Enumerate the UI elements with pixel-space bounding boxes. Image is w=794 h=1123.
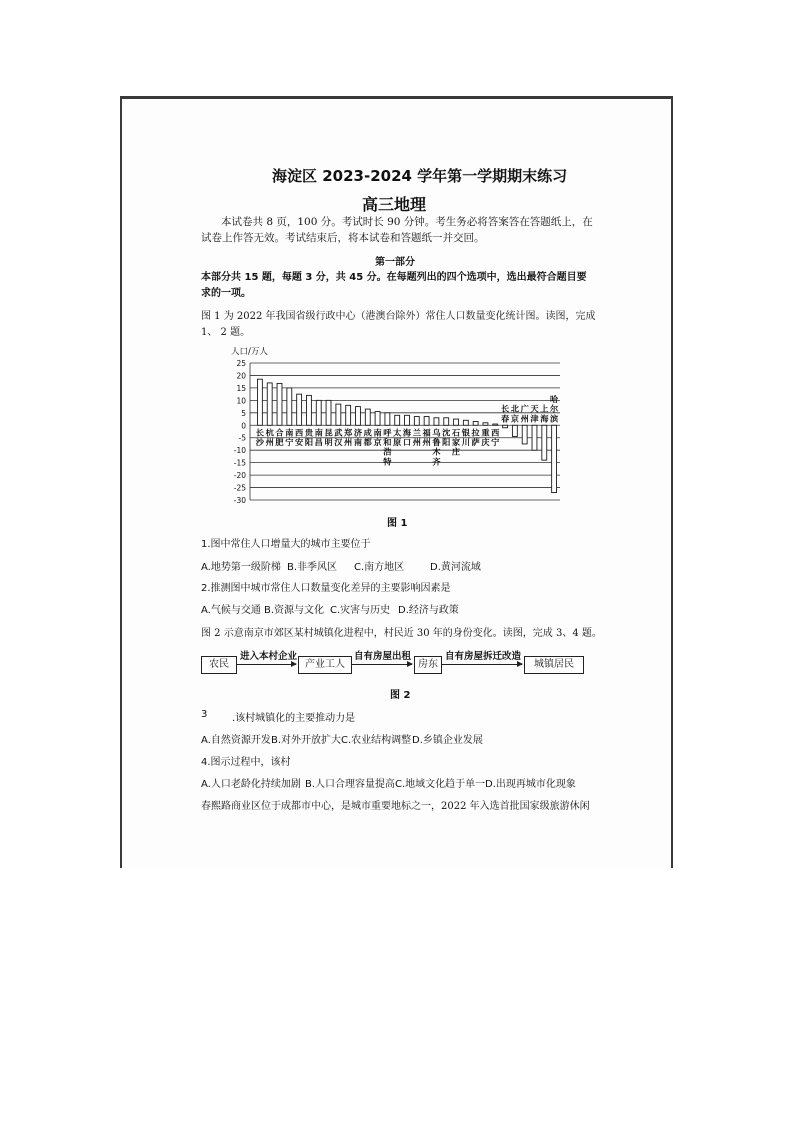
category-label-合肥: 肥 xyxy=(275,436,284,447)
category-label-呼和浩特: 呼 xyxy=(383,427,392,438)
bar-沈阳 xyxy=(444,418,449,425)
bar-兰州 xyxy=(414,417,419,426)
category-label-呼和浩特: 特 xyxy=(383,456,392,467)
category-label-乌鲁木齐: 齐 xyxy=(432,456,441,467)
category-label-南昌: 昌 xyxy=(314,436,323,447)
category-label-兰州: 兰 xyxy=(412,427,421,438)
bar-重庆 xyxy=(483,423,488,425)
exam-title: 海淀区 2023-2024 学年第一学期期末练习 xyxy=(272,167,568,185)
category-label-长沙: 长 xyxy=(255,427,265,438)
figure1-caption: 图 1 xyxy=(387,518,408,529)
category-label-上海: 海 xyxy=(540,413,549,424)
bar-西安 xyxy=(297,394,302,425)
bar-杭州 xyxy=(267,383,272,425)
category-label-拉萨: 拉 xyxy=(471,427,480,438)
bar-银川 xyxy=(463,420,468,425)
y-tick-label: 0 xyxy=(241,421,246,431)
q1-option-d: D.黄河流域 xyxy=(430,562,481,573)
bar-上海 xyxy=(542,425,547,460)
bar-石家庄 xyxy=(454,419,459,425)
category-label-拉萨: 萨 xyxy=(471,436,480,447)
category-label-南昌: 南 xyxy=(314,427,323,438)
category-label-济南: 南 xyxy=(353,436,363,447)
bar-北京 xyxy=(512,425,517,436)
category-label-贵阳: 贵 xyxy=(304,427,314,438)
bar-呼和浩特 xyxy=(385,413,390,425)
bar-西宁 xyxy=(493,424,498,425)
q2-option-b: B.资源与文化 xyxy=(264,605,325,616)
category-label-呼和浩特: 和 xyxy=(383,436,392,447)
category-label-郑州: 州 xyxy=(344,436,353,447)
flow-arrow-1 xyxy=(236,664,296,665)
category-label-合肥: 合 xyxy=(275,427,284,438)
flow-label-2: 自有房屋出租 xyxy=(354,651,412,662)
category-label-南京: 南 xyxy=(373,427,382,438)
category-label-重庆: 庆 xyxy=(481,436,490,447)
category-label-太原: 原 xyxy=(393,436,402,447)
category-label-福州: 州 xyxy=(422,436,431,447)
category-label-石家庄: 石 xyxy=(451,427,461,438)
bar-长春 xyxy=(503,425,508,427)
bar-太原 xyxy=(395,415,400,425)
category-label-哈尔滨: 尔 xyxy=(549,403,559,414)
bar-哈尔滨 xyxy=(552,425,557,492)
category-label-西安: 安 xyxy=(295,436,304,447)
category-label-武汉: 武 xyxy=(334,427,343,438)
y-tick-label: 15 xyxy=(236,383,246,393)
figure1-stem: 图 1 为 2022 年我国省级行政中心（港澳台除外）常住人口数量变化统计图。读图，完成 1、 2 题。 xyxy=(201,311,596,338)
category-label-西安: 西 xyxy=(295,427,304,438)
category-label-广州: 州 xyxy=(520,413,529,424)
category-label-哈尔滨: 滨 xyxy=(549,413,559,424)
y-axis-title: 人口/万人 xyxy=(231,347,268,357)
flow-box-worker: 产业工人 xyxy=(298,656,352,674)
category-label-成都: 都 xyxy=(363,436,372,447)
bar-郑州 xyxy=(346,405,351,425)
flow-box-urban-resident: 城镇居民 xyxy=(524,656,584,674)
population-change-chart xyxy=(225,343,570,508)
category-label-海口: 口 xyxy=(402,436,412,447)
y-tick-label: -30 xyxy=(233,496,246,505)
q1-option-b: B.非季风区 xyxy=(287,562,338,573)
q3-number: 3 xyxy=(201,709,208,720)
category-label-南宁: 南 xyxy=(285,427,294,438)
category-label-乌鲁木齐: 乌 xyxy=(432,427,441,438)
q1-option-c: C.南方地区 xyxy=(354,562,405,573)
subject-title: 高三地理 xyxy=(362,195,427,214)
category-label-天津: 天 xyxy=(530,403,539,414)
category-label-北京: 京 xyxy=(510,413,519,424)
bar-济南 xyxy=(356,407,361,426)
y-tick-label: -5 xyxy=(238,433,246,443)
flow-box-farmer: 农民 xyxy=(201,656,237,674)
bar-武汉 xyxy=(336,404,341,425)
category-label-呼和浩特: 浩 xyxy=(383,446,392,457)
category-label-杭州: 杭 xyxy=(265,427,274,438)
category-label-南宁: 宁 xyxy=(285,436,294,447)
bar-福州 xyxy=(424,417,429,426)
q2-stem: 2.推测图中城市常住人口数量变化差异的主要影响因素是 xyxy=(201,583,451,594)
figure2-stem: 图 2 示意南京市郊区某村城镇化进程中，村民近 30 年的身份变化。读图，完成 3、4 题。 xyxy=(201,628,602,639)
flow-arrow-2 xyxy=(351,664,412,665)
category-label-乌鲁木齐: 鲁 xyxy=(432,436,441,447)
part-heading: 第一部分 xyxy=(375,257,415,268)
q4-option-c: C.地域文化趋于单一 xyxy=(395,779,486,790)
category-label-郑州: 郑 xyxy=(344,427,353,438)
category-label-兰州: 州 xyxy=(412,436,421,447)
category-label-上海: 上 xyxy=(540,403,549,414)
bar-拉萨 xyxy=(473,422,478,426)
category-label-西宁: 西 xyxy=(491,427,500,438)
bar-南宁 xyxy=(287,388,292,425)
bar-海口 xyxy=(405,415,410,425)
bar-乌鲁木齐 xyxy=(434,418,439,425)
category-label-石家庄: 家 xyxy=(451,436,461,447)
y-tick-label: 25 xyxy=(236,359,246,368)
category-label-沈阳: 沈 xyxy=(442,427,451,438)
category-label-福州: 福 xyxy=(422,427,431,438)
category-label-长春: 春 xyxy=(500,413,510,424)
q4-option-b: B.人口合理容量提高 xyxy=(305,779,396,790)
bar-南京 xyxy=(375,412,380,426)
q2-option-d: D.经济与政策 xyxy=(398,605,459,616)
q3-stem: .该村城镇化的主要推动力是 xyxy=(232,713,356,724)
category-label-银川: 川 xyxy=(461,436,470,447)
y-tick-label: 20 xyxy=(236,371,246,381)
q4-option-a: A.人口老龄化持续加剧 xyxy=(201,779,301,790)
y-tick-label: -20 xyxy=(233,471,246,481)
bar-天津 xyxy=(532,425,537,450)
bar-合肥 xyxy=(277,383,282,425)
category-label-海口: 海 xyxy=(402,427,412,438)
category-label-昆明: 明 xyxy=(324,436,333,447)
q1-option-a: A.地势第一级阶梯 xyxy=(201,562,281,573)
category-label-北京: 北 xyxy=(510,403,519,414)
q4-stem: 4.图示过程中，该村 xyxy=(201,757,291,768)
category-label-武汉: 汉 xyxy=(334,436,343,447)
bar-长沙 xyxy=(257,379,262,425)
y-tick-label: -25 xyxy=(233,483,246,493)
category-label-长春: 长 xyxy=(500,403,510,414)
q3-option-a: A.自然资源开发 xyxy=(201,735,271,746)
category-label-西宁: 宁 xyxy=(491,436,500,447)
q3-option-b: B.对外开放扩大 xyxy=(271,735,342,746)
category-label-杭州: 州 xyxy=(265,436,274,447)
category-label-济南: 济 xyxy=(353,427,363,438)
q2-option-c: C.灾害与历史 xyxy=(330,605,391,616)
category-label-贵阳: 阳 xyxy=(304,436,314,447)
category-label-天津: 津 xyxy=(530,413,539,424)
bar-南昌 xyxy=(316,400,321,425)
q3-option-c: C.农业结构调整 xyxy=(341,735,412,746)
part-intro: 本部分共 15 题，每题 3 分，共 45 分。在每题列出的四个选项中，选出最符合题目要求的一项。 xyxy=(201,272,587,299)
instructions: 本试卷共 8 页，100 分。考试时长 90 分钟。考生务必将答案答在答题纸上，在试卷上作答无效。考试结束后，将本试卷和答题纸一并交回。 xyxy=(201,216,593,244)
bar-广州 xyxy=(522,425,527,444)
flow-label-3: 自有房屋拆迁改造 xyxy=(445,651,522,662)
bar-成都 xyxy=(365,409,370,425)
bar-昆明 xyxy=(326,400,331,425)
category-label-广州: 广 xyxy=(520,403,529,414)
category-label-重庆: 重 xyxy=(481,427,490,438)
category-label-太原: 太 xyxy=(393,427,402,438)
category-label-沈阳: 阳 xyxy=(442,436,451,447)
flow-arrow-3 xyxy=(441,664,522,665)
q3-option-d: D.乡镇企业发展 xyxy=(412,735,483,746)
y-tick-label: 5 xyxy=(241,408,246,418)
next-passage: 春熙路商业区位于成都市中心，是城市重要地标之一，2022 年入选首批国家级旅游休闲 xyxy=(201,801,590,812)
category-label-长沙: 沙 xyxy=(255,436,265,447)
q2-option-a: A.气候与交通 xyxy=(201,605,261,616)
bar-贵阳 xyxy=(306,395,311,425)
figure2-caption: 图 2 xyxy=(390,690,411,701)
category-label-石家庄: 庄 xyxy=(451,446,461,457)
y-tick-label: -10 xyxy=(233,446,246,456)
category-label-乌鲁木齐: 木 xyxy=(432,446,441,457)
category-label-南京: 京 xyxy=(373,436,382,447)
y-tick-label: 10 xyxy=(236,396,246,406)
q4-option-d: D.出现再城市化现象 xyxy=(485,779,576,790)
category-label-银川: 银 xyxy=(461,427,470,438)
q1-stem: 1.图中常住人口增量大的城市主要位于 xyxy=(201,539,371,550)
y-tick-label: -15 xyxy=(233,458,246,468)
category-label-昆明: 昆 xyxy=(324,427,333,438)
flow-label-1: 进入本村企业 xyxy=(240,651,298,662)
category-label-成都: 成 xyxy=(363,427,372,438)
flow-box-landlord: 房东 xyxy=(414,656,442,674)
category-label-哈尔滨: 哈 xyxy=(549,393,559,404)
